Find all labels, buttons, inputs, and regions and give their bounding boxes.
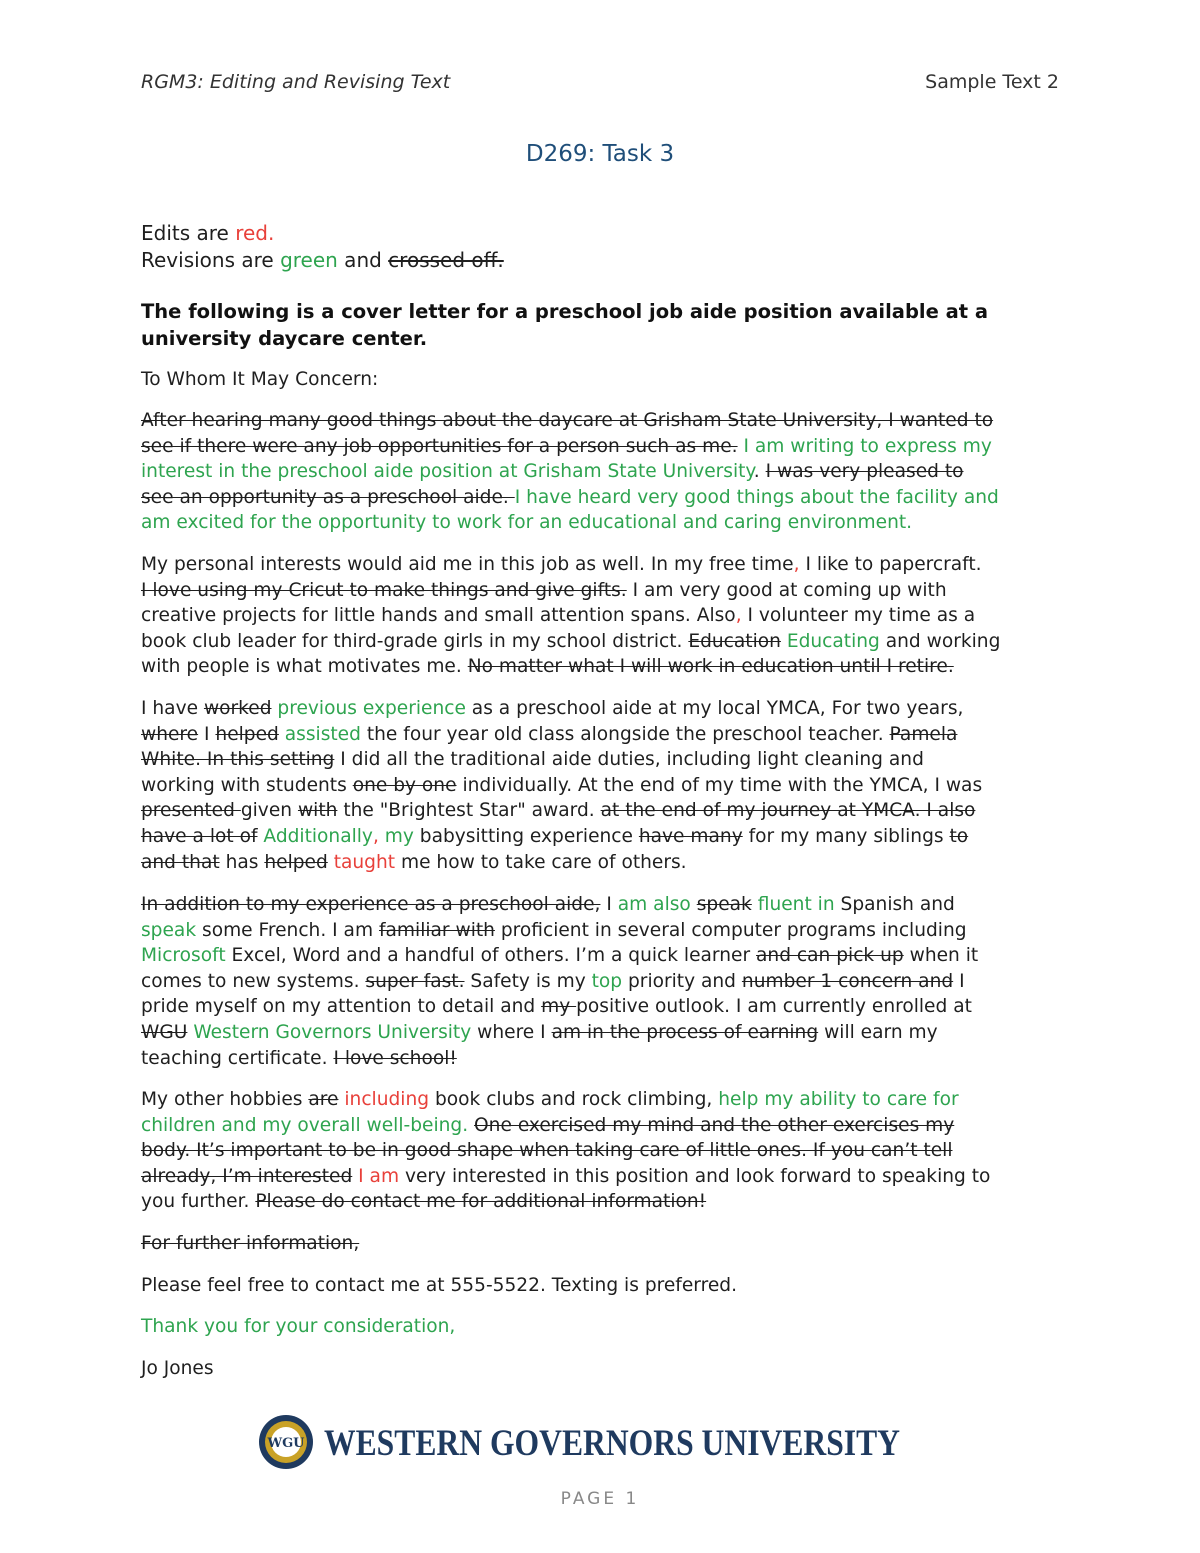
text: will earn my (818, 1021, 938, 1043)
struck-text: No matter what I will work in education until I retire. (467, 656, 954, 678)
legend-text: Revisions are (141, 248, 281, 272)
revision-text: children and my overall well-being. (141, 1114, 469, 1136)
struck-text: body. It’s important to be in good shape when taking care of little ones. If you can’t tell (141, 1140, 953, 1162)
text: comes to new systems. (141, 970, 366, 992)
legend-red-word: red (235, 221, 269, 245)
text-line (141, 747, 1061, 773)
closing-contact: Please feel free to contact me at 555-5522. Texting is preferred. (141, 1275, 737, 1296)
edit-text: , (372, 825, 379, 847)
intro-heading: The following is a cover letter for a preschool job aide position available at a university daycare center. (141, 300, 989, 350)
edit-text: I am (352, 1165, 400, 1187)
text-line (141, 696, 1061, 722)
struck-text: Please do contact me for additional information! (255, 1191, 707, 1213)
revision-text: Microsoft (141, 945, 226, 967)
revision-text: Western Governors University (187, 1021, 472, 1043)
text: when it (903, 945, 979, 967)
edit-text: , (735, 605, 742, 627)
text-line (141, 1164, 1061, 1190)
struck-text: super fast. (365, 970, 465, 992)
text: My personal interests would aid me in this job as well. In my free time (141, 554, 794, 575)
text: My other hobbies (141, 1089, 309, 1110)
text-line (141, 434, 1061, 460)
struck-text: speak (696, 894, 752, 915)
text: individually. At the end of my time with the YMCA, I was (456, 774, 983, 796)
struck-text: Education (688, 630, 781, 652)
text-line (141, 1087, 1061, 1113)
text: Excel, Word and a handful of others. I’m a quick learner (225, 945, 757, 967)
text: as a preschool aide at my local YMCA, For two years, (465, 698, 964, 719)
text: I (600, 894, 618, 915)
page-title: D269: Task 3 (525, 141, 675, 167)
revision-text: my (378, 825, 414, 847)
text: some French. I am (196, 919, 379, 941)
struck-text: worked (203, 698, 272, 719)
salutation: To Whom It May Concern: (141, 369, 379, 390)
struck-text: helped (264, 851, 328, 873)
struck-text: In addition to my experience as a preschool aide, (141, 894, 601, 915)
text-line (141, 918, 1061, 944)
text: working with students (141, 774, 353, 796)
revision-text: I am writing to express my (737, 435, 992, 457)
revision-text: assisted (278, 723, 361, 745)
paragraph-2 (141, 552, 1061, 680)
text-line (141, 459, 1061, 485)
struck-text: helped (215, 723, 279, 745)
text: for my many siblings (742, 825, 950, 847)
struck-text: I love school! (333, 1047, 457, 1069)
seal-text: WGU (267, 1436, 305, 1451)
text: Safety is my (464, 970, 592, 992)
text-line (141, 969, 1061, 995)
text-line (141, 629, 1061, 655)
legend-revisions (141, 247, 504, 274)
struck-text: at the end of my journey at YMCA. I also (600, 800, 976, 822)
struck-text: one by one (352, 774, 457, 796)
struck-text: where (141, 723, 199, 745)
text: creative projects for little hands and small attention spans. Also (141, 605, 736, 627)
text: and working (879, 630, 1001, 652)
text: I am very good at coming up with (626, 579, 947, 601)
paragraph-3 (141, 696, 1061, 875)
text-line (141, 824, 1061, 850)
text: priority and (622, 970, 742, 992)
text: where I (471, 1021, 552, 1043)
header-course: RGM3: Editing and Revising Text (141, 71, 451, 93)
struck-text: For further information, (141, 1233, 360, 1254)
struck-text: Pamela (889, 723, 958, 745)
struck-text: see an opportunity as a preschool aide. (141, 486, 515, 508)
text-line (141, 1189, 1061, 1215)
struck-text: with (297, 800, 338, 822)
revision-text: I have heard very good things about the facility and (514, 486, 999, 508)
text: I like to papercraft. (799, 554, 982, 575)
text-line (141, 850, 1061, 876)
text-line (141, 798, 1061, 824)
text: positive outlook. I am currently enrolled at (576, 996, 972, 1018)
legend (141, 220, 504, 274)
legend-edits (141, 220, 504, 247)
text: with people is what motivates me. (141, 656, 468, 678)
text: Spanish and (834, 894, 955, 915)
edit-text: including (338, 1089, 430, 1110)
struck-text: are (308, 1089, 339, 1110)
text: book clubs and rock climbing, (429, 1089, 719, 1110)
paragraph-1 (141, 408, 1061, 536)
signature-name: Jo Jones (141, 1358, 214, 1379)
struck-text: have many (638, 825, 743, 847)
revision-text: speak (141, 919, 197, 941)
paragraph-4 (141, 892, 1061, 1071)
struck-text: I love using my Cricut to make things and give gifts. (141, 579, 627, 601)
struck-text: After hearing many good things about the daycare at Grisham State University, I wanted to (141, 410, 994, 431)
edit-text: taught (327, 851, 396, 873)
text: . (753, 461, 766, 483)
text-line (141, 722, 1061, 748)
edit-text: , (793, 554, 800, 575)
text-line (141, 773, 1061, 799)
closing-thanks: Thank you for your consideration, (141, 1316, 456, 1337)
struck-text: number 1 concern and (741, 970, 954, 992)
text: I (198, 723, 216, 745)
struck-text: have a lot of (141, 825, 258, 847)
text-line (141, 654, 1061, 680)
text: babysitting experience (413, 825, 639, 847)
text: pride myself on my attention to detail and (141, 996, 542, 1018)
text-line (141, 603, 1061, 629)
legend-text: Edits are (141, 221, 236, 245)
revision-text: Additionally (257, 825, 373, 847)
text-line (141, 1020, 1061, 1046)
text: teaching certificate. (141, 1047, 334, 1069)
text: I did all the traditional aide duties, including light cleaning and (334, 749, 924, 771)
wgu-logo (258, 1412, 908, 1472)
text: I (953, 970, 965, 992)
revision-text: top (591, 970, 623, 992)
text: the four year old class alongside the preschool teacher. (360, 723, 890, 745)
struck-text: to (949, 825, 969, 847)
text-line (141, 485, 1061, 511)
revision-text: fluent in (751, 894, 835, 915)
legend-green-word: green (280, 248, 338, 272)
struck-text: I was very pleased to (765, 461, 964, 483)
legend-text: . (268, 221, 275, 245)
revision-text: am excited for the opportunity to work for an educational and caring environment. (141, 512, 913, 534)
struck-text: One exercised my mind and the other exercises my (474, 1114, 955, 1136)
legend-text: and (337, 248, 389, 272)
text-line (141, 994, 1061, 1020)
text-line (141, 578, 1061, 604)
text-line (141, 1113, 1061, 1139)
page-number: PAGE 1 (560, 1489, 640, 1509)
revision-text: am also (617, 894, 691, 915)
legend-struck-word: crossed off. (388, 248, 504, 272)
text: the "Brightest Star" award. (337, 800, 601, 822)
struck-text: and that (141, 851, 220, 873)
text: proficient in several computer programs including (494, 919, 967, 941)
revision-text: help my ability to care for (718, 1089, 959, 1110)
wgu-seal-icon (259, 1415, 313, 1469)
text-line (141, 408, 1061, 434)
struck-text: White. In this setting (141, 749, 335, 771)
text: book club leader for third-grade girls in my school district. (141, 630, 689, 652)
struck-text: my (541, 996, 577, 1018)
revision-text: Educating (780, 630, 880, 652)
revision-text: previous experience (271, 698, 466, 719)
text: given (240, 800, 298, 822)
struck-text: and can pick up (756, 945, 904, 967)
revision-text: interest in the preschool aide position at Grisham State University (141, 461, 754, 483)
closing-further (141, 1231, 1061, 1257)
struck-text: already, I’m interested (141, 1165, 353, 1187)
struck-text: familiar with (378, 919, 495, 941)
struck-text: presented (141, 800, 241, 822)
text: I have (141, 698, 204, 719)
struck-text: WGU (141, 1021, 188, 1043)
paragraph-5 (141, 1087, 1061, 1215)
text-line (141, 892, 1061, 918)
logo-wordmark: WESTERN GOVERNORS UNIVERSITY (324, 1423, 901, 1464)
text: I volunteer my time as a (741, 605, 976, 627)
text-line (141, 1138, 1061, 1164)
text-line (141, 552, 1061, 578)
text: me how to take care of others. (395, 851, 687, 873)
struck-text: see if there were any job opportunities for a person such as me. (141, 435, 738, 457)
header-sample: Sample Text 2 (925, 71, 1059, 93)
text-line (141, 943, 1061, 969)
text: you further. (141, 1191, 256, 1213)
text-line (141, 510, 1061, 536)
struck-text: am in the process of earning (551, 1021, 819, 1043)
text-line (141, 1046, 1061, 1072)
text: very interested in this position and look forward to speaking to (399, 1165, 991, 1187)
text: has (219, 851, 265, 873)
